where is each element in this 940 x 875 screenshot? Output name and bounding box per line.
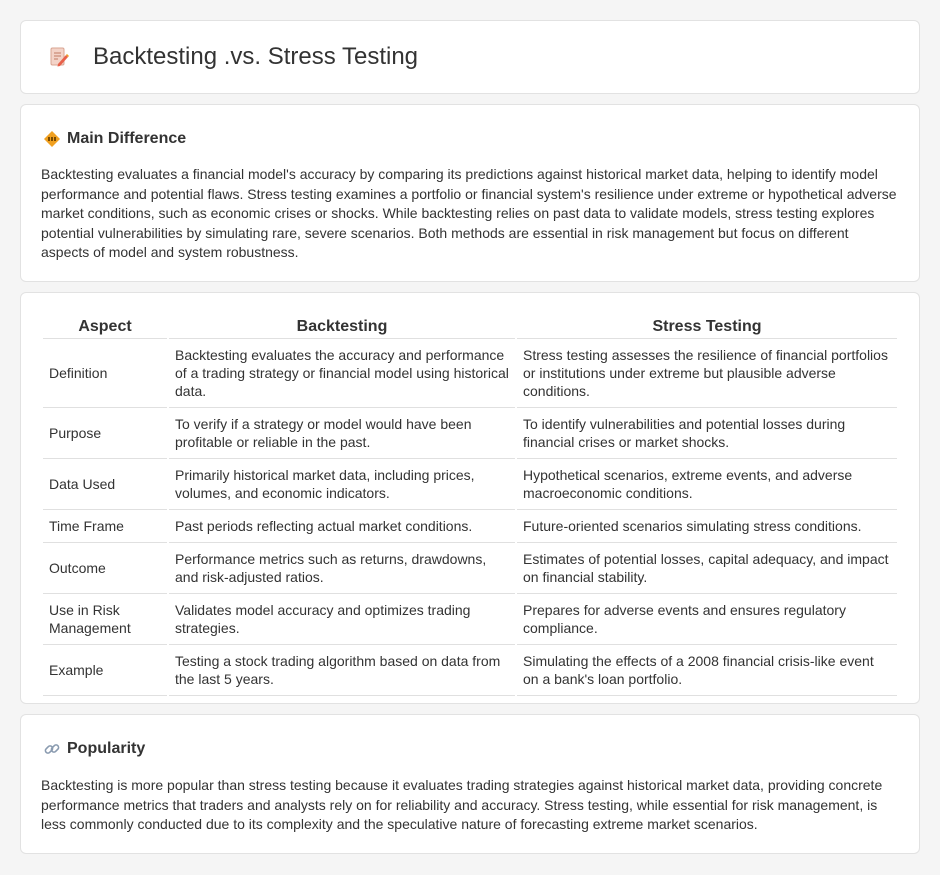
row-aspect: Time Frame — [43, 510, 167, 543]
row-aspect: Purpose — [43, 408, 167, 459]
popularity-card — [20, 714, 920, 854]
row-backtesting: To verify if a strategy or model would have been profitable or reliable in the past. — [169, 408, 515, 459]
table-row — [43, 408, 897, 459]
header-backtesting: Backtesting — [169, 315, 515, 339]
diamond-icon — [43, 130, 61, 148]
row-backtesting: Primarily historical market data, including prices, volumes, and economic indicators. — [169, 459, 515, 510]
row-backtesting: Past periods reflecting actual market conditions. — [169, 510, 515, 543]
row-aspect: Example — [43, 645, 167, 696]
row-backtesting: Testing a stock trading algorithm based on data from the last 5 years. — [169, 645, 515, 696]
link-icon — [43, 740, 61, 758]
row-stress-testing: Future-oriented scenarios simulating stress conditions. — [517, 510, 897, 543]
row-backtesting: Validates model accuracy and optimizes trading strategies. — [169, 594, 515, 645]
header-aspect: Aspect — [43, 315, 167, 339]
row-stress-testing: Stress testing assesses the resilience of financial portfolios or institutions under extreme but plausible adverse conditions. — [517, 339, 897, 408]
row-aspect: Use in Risk Management — [43, 594, 167, 645]
table-header-row — [43, 315, 897, 339]
row-aspect: Outcome — [43, 543, 167, 594]
row-stress-testing: Hypothetical scenarios, extreme events, and adverse macroeconomic conditions. — [517, 459, 897, 510]
row-backtesting: Performance metrics such as returns, drawdowns, and risk-adjusted ratios. — [169, 543, 515, 594]
main-difference-card — [20, 104, 920, 282]
row-stress-testing: Prepares for adverse events and ensures regulatory compliance. — [517, 594, 897, 645]
table-row — [43, 594, 897, 645]
row-aspect: Definition — [43, 339, 167, 408]
title-card — [20, 20, 920, 94]
comparison-table — [41, 315, 899, 696]
table-row — [43, 510, 897, 543]
page-title: Backtesting .vs. Stress Testing — [93, 43, 419, 70]
main-difference-text: Backtesting evaluates a financial model's accuracy by comparing its predictions against historical market data, helping to identify model performance and potential flaws. Stress testing examines a portfolio or financial system's resilience under extreme or hypothetical adverse market conditions, such as economic crises or shocks. While backtesting relies on past data to validate models, stress testing explores potential vulnerabilities by simulating rare, severe scenarios. Both methods are essential in risk management but focus on different aspects of model and system robustness. — [41, 166, 897, 261]
row-aspect: Data Used — [43, 459, 167, 510]
edit-document-icon — [47, 45, 71, 69]
main-difference-heading: Main Difference — [67, 129, 187, 147]
row-stress-testing: Simulating the effects of a 2008 financial crisis-like event on a bank's loan portfolio. — [517, 645, 897, 696]
row-stress-testing: Estimates of potential losses, capital adequacy, and impact on financial stability. — [517, 543, 897, 594]
table-row — [43, 459, 897, 510]
header-stress-testing: Stress Testing — [517, 315, 897, 339]
row-stress-testing: To identify vulnerabilities and potential losses during financial crises or market shocks. — [517, 408, 897, 459]
comparison-card — [20, 292, 920, 704]
table-row — [43, 645, 897, 696]
popularity-heading: Popularity — [67, 739, 146, 757]
table-row — [43, 543, 897, 594]
row-backtesting: Backtesting evaluates the accuracy and performance of a trading strategy or financial model using historical data. — [169, 339, 515, 408]
table-row — [43, 339, 897, 408]
popularity-text: Backtesting is more popular than stress testing because it evaluates trading strategies against historical market data, providing concrete performance metrics that traders and analysts rely on for reliability and accuracy. Stress testing, while essential for risk management, is less commonly conducted due to its complexity and the speculative nature of forecasting extreme market scenarios. — [41, 777, 883, 833]
